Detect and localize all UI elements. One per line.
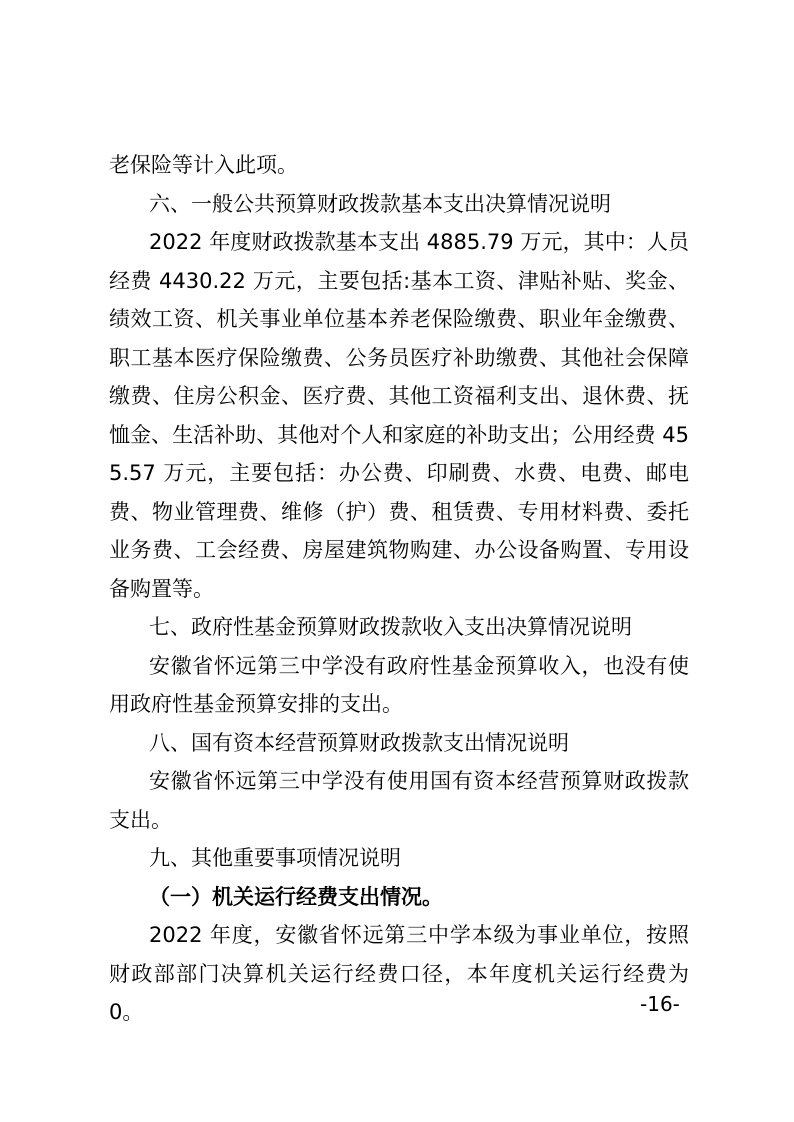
heading-section-6: 六、一般公共预算财政拨款基本支出决算情况说明	[149, 191, 611, 216]
subheading-operating-costs: （一）机关运行经费支出情况。	[149, 884, 443, 909]
paragraph-government-fund: 安徽省怀远第三中学没有政府性基金预算收入，也没有使用政府性基金预算安排的支出。	[109, 653, 689, 716]
heading-section-7: 七、政府性基金预算财政拨款收入支出决算情况说明	[149, 615, 632, 639]
heading-section-8: 八、国有资本经营预算财政拨款支出情况说明	[149, 730, 569, 755]
heading-section-9: 九、其他重要事项情况说明	[149, 846, 401, 870]
paragraph-continuation: 老保险等计入此项。	[109, 153, 298, 177]
paragraph-operating-costs: 2022 年度，安徽省怀远第三中学本级为事业单位，按照财政部部门决算机关运行经费口径，本年度机关运行经费为 0。	[109, 923, 689, 1024]
paragraph-basic-expenditure: 2022 年度财政拨款基本支出 4885.79 万元，其中：人员经费 4430.22 万元，主要包括:基本工资、津贴补贴、奖金、绩效工资、机关事业单位基本养老保险缴费、职业年金缴费、职工基本医疗保险缴费、公务员医疗补助缴费、其他社会保障缴费、住房公积金、医疗费、其他工资福利支出、退休费、抚恤金、生活补助、其他对个人和家庭的补助支出；公用经费 455.57 万元，主要包括：办公费、印刷费、水费、电费、邮电费、物业管理费、维修（护）费、租赁费、专用材料费、委托业务费、工会经费、房屋建筑物购建、办公设备购置、专用设备购置等。	[109, 230, 689, 601]
document-body	[109, 146, 689, 1032]
page-number: -16-	[640, 992, 680, 1016]
paragraph-state-capital: 安徽省怀远第三中学没有使用国有资本经营预算财政拨款支出。	[109, 769, 689, 832]
